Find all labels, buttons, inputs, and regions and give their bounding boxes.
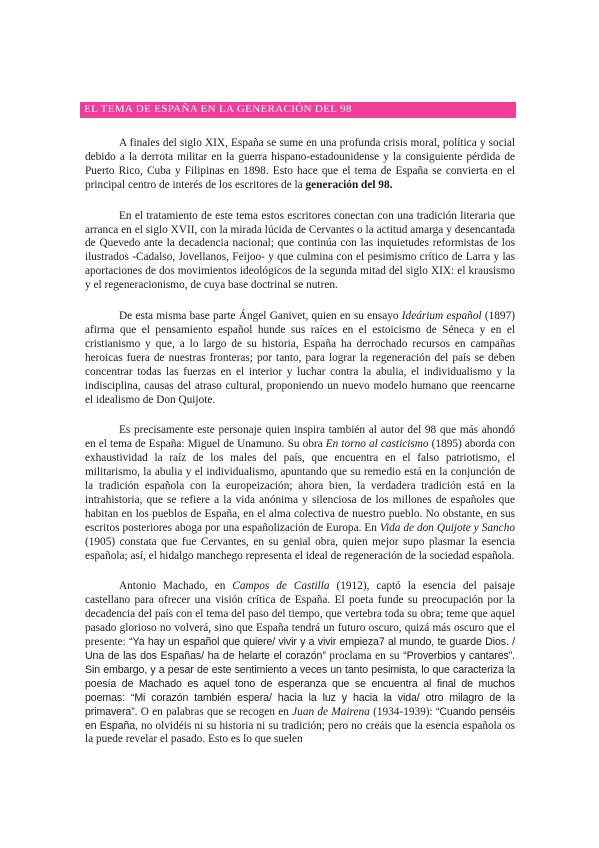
generation-98-emphasis: generación del 98. bbox=[305, 178, 393, 191]
paragraph-3-text-b: (1897) afirma que el pensamiento español hunde sus raíces en el estoicismo de Séneca y en el cristianismo y que, a lo largo de su historia, España ha derrochado recursos en campañas heroicas fuera de nuestras fronteras; por tanto, para lograr la regeneración del país se deben concentrar todas las fuerzas en el interior y luchar contra la abulia, el individualismo y la indisciplina, causas del atraso cultural, proponiendo un nuevo modelo humano que reencarne el idealismo de Don Quijote. bbox=[85, 310, 515, 406]
section-title-bar bbox=[80, 102, 516, 118]
paragraph-3-text-a: De esta misma base parte Ángel Ganivet, quien en su ensayo bbox=[119, 310, 402, 323]
paragraph-3 bbox=[85, 310, 515, 407]
work-title-casticismo: En torno al casticismo bbox=[325, 438, 429, 451]
paragraph-5-text-g: no olvidéis ni su historia ni su tradición; pero no creáis que la esencia española os la puede revelar el pasado. Esto es lo que suelen bbox=[85, 719, 515, 746]
paragraph-5-text-b: (1912), captó la esencia del paisaje castellano para ofrecer una visión crítica de España. El poeta funde su preocupación por la decadencia del país con el tema del paso del tiempo, que vertebra toda su obra; teme que aquel pasado glorioso no volverá, sino que España tendrá un futuro oscuro, quizá más oscuro que el presente: bbox=[85, 580, 515, 649]
section-title: EL TEMA DE ESPAÑA EN LA GENERACIÓN DEL 98 bbox=[84, 103, 352, 115]
quote-proverbios: “Proverbios y cantares” bbox=[403, 650, 513, 662]
paragraph-4-text-b: (1895) aborda con exhaustividad la raíz de los males del país, que encuentra en el falso patriotismo, el militarismo, la abulia y el individualismo, apuntando que su remedio está en la conjunción de la tradición española con la europeización; ahora bien, la verdadera tradición está en la intrahistoria, que se refiere a la vida anónima y silenciosa de los millones de españoles que habitan en los pueblos de España, en el alma colectiva de nuestro pueblo. No obstante, en sus escritos posteriores aboga por una españolización de Europa. En bbox=[85, 438, 515, 534]
paragraph-2: En el tratamiento de este tema estos escritores conectan con una tradición literaria que arranca en el siglo XVII, con la mirada lúcida de Cervantes o la actitud amarga y desencantada de Quevedo ante la decadencia nacional; que continúa con las inquietudes reformistas de los ilustrados -Cadalso, Jovellanos, Feijoo- y que culmina con el pesimismo crítico de Larra y las aportaciones de dos movimientos ideológicos de la segunda mitad del siglo XIX: el krausismo y el regeneracionismo, de cuya base doctrinal se nutren. bbox=[85, 209, 515, 292]
quote-cuando-penseis: “Cuando penséis en España, bbox=[85, 705, 515, 732]
paragraph-4-text-a: Es precisamente este personaje quien inspira también al autor del 98 que más ahondó en el tema de España: Miguel de Unamuno. Su obra bbox=[85, 424, 515, 451]
quote-espana: “Ya hay un español que quiere/ vivir y a vivir empieza7 al mundo, te guarde Dios. / Una de las dos Españas/ ha de helarte el corazón” bbox=[85, 636, 515, 662]
paragraph-5-text-f: (1934-1939): bbox=[369, 705, 436, 718]
paragraph-4 bbox=[85, 424, 515, 563]
paragraph-5-text-d: . Sin embargo, y a pesar de este sentimiento a veces un tanto pesimista, lo que caracteriza la poesía de Machado es aquel tono de esperanza que se encuentra al final de muchos poemas: bbox=[85, 650, 515, 704]
document-body bbox=[85, 137, 515, 764]
paragraph-5-text-a: Antonio Machado, en bbox=[119, 580, 233, 593]
work-title-idearium: Ideárium español bbox=[401, 310, 482, 323]
paragraph-4-text-c: (1905) constata que fue Cervantes, en su genial obra, quien mejor supo plasmar la esencia española; así, el hidalgo manchego representa el ideal de regeneración de la sociedad española. bbox=[85, 535, 515, 562]
work-title-campos-castilla: Campos de Castilla bbox=[232, 580, 330, 593]
paragraph-5-text-e: . O en palabras que se recogen en bbox=[134, 705, 293, 718]
paragraph-5 bbox=[85, 580, 515, 747]
paragraph-1 bbox=[85, 137, 515, 193]
paragraph-5-text-c: proclama en su bbox=[325, 650, 404, 662]
work-title-juan-mairena: Juan de Mairena bbox=[292, 705, 370, 718]
work-title-vida-quijote: Vida de don Quijote y Sancho bbox=[379, 521, 515, 534]
paragraph-1-text: A finales del siglo XIX, España se sume en una profunda crisis moral, política y social debido a la derrota militar en la guerra hispano-estadounidense y la consiguiente pérdida de Puerto Rico, Cuba y Filipinas en 1898. Esto hace que el tema de España se convierta en el principal centro de interés de los escritores de la bbox=[85, 137, 515, 191]
quote-corazon: “Mi corazón también espera/ hacia la luz y hacia la vida/ otro milagro de la primavera” bbox=[85, 691, 515, 718]
